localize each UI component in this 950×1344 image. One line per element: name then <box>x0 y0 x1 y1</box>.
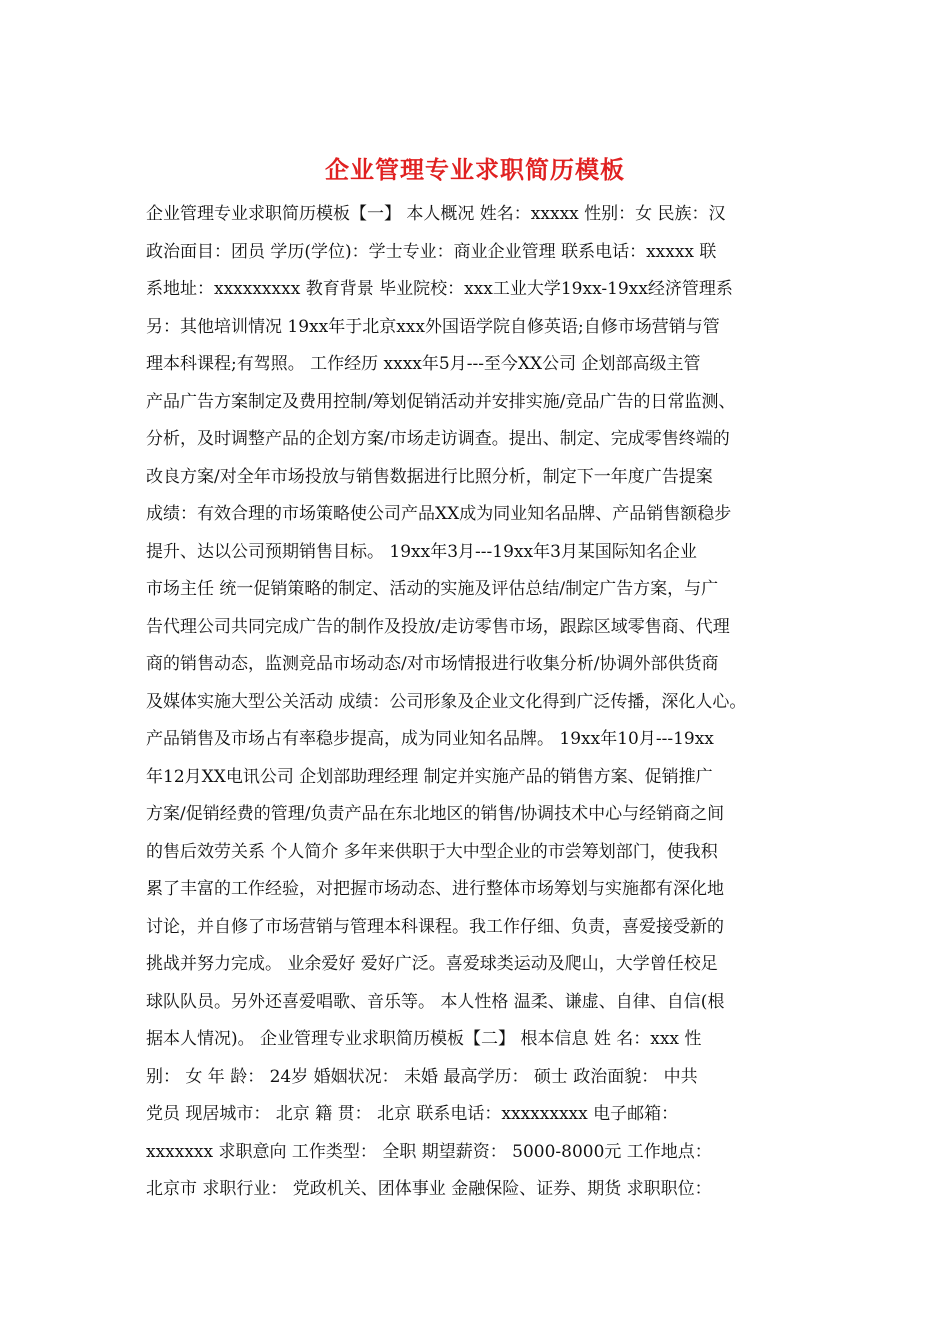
text-line: 累了丰富的工作经验，对把握市场动态、进行整体市场筹划与实施都有深化地 <box>146 879 724 899</box>
text-line: 企业管理专业求职简历模板【一】 本人概况 姓名：xxxxx 性别：女 民族：汉 <box>146 204 726 224</box>
text-line: 讨论，并自修了市场营销与管理本科课程。我工作仔细、负责，喜爱接受新的 <box>146 916 724 937</box>
text-line: 改良方案/对全年市场投放与销售数据进行比照分析，制定下一年度广告提案 <box>146 466 713 487</box>
document-title: 企业管理专业求职简历模板 <box>325 155 625 184</box>
text-line: 别： 女 年 龄： 24岁 婚姻状况： 未婚 最高学历： 硕士 政治面貌： 中共 <box>146 1066 698 1087</box>
text-line: 分析，及时调整产品的企划方案/市场走访调查。提出、制定、完成零售终端的 <box>146 429 730 449</box>
text-line: 政治面目：团员 学历(学位)：学士专业：商业企业管理 联系电话：xxxxx 联 <box>146 241 717 262</box>
text-line: 方案/促销经费的管理/负责产品在东北地区的销售/协调技术中心与经销商之间 <box>146 804 725 824</box>
text-line: 告代理公司共同完成广告的制作及投放/走访零售市场，跟踪区域零售商、代理 <box>146 616 730 637</box>
text-line: 球队队员。另外还喜爱唱歌、音乐等。 本人性格 温柔、谦虚、自律、自信(根 <box>146 991 725 1012</box>
text-line: 理本科课程;有驾照。 工作经历 xxxx年5月---至今XX公司 企划部高级主管 <box>146 354 701 374</box>
text-line: 提升、达以公司预期销售目标。 19xx年3月---19xx年3月某国际知名企业 <box>146 541 697 562</box>
text-line: 系地址：xxxxxxxxx 教育背景 毕业院校：xxx工业大学19xx-19xx经济管理系 <box>146 279 733 299</box>
text-line: 党员 现居城市： 北京 籍 贯： 北京 联系电话：xxxxxxxxx 电子邮箱： <box>146 1104 679 1124</box>
text-line: 及媒体实施大型公关活动 成绩：公司形象及企业文化得到广泛传播，深化人心。 <box>146 691 747 712</box>
text-line: 市场主任 统一促销策略的制定、活动的实施及评估总结/制定广告方案，与广 <box>146 579 719 599</box>
text-line: 另：其他培训情况 19xx年于北京xxx外国语学院自修英语;自修市场营销与管 <box>146 316 720 337</box>
text-line: 商的销售动态，监测竞品市场动态/对市场情报进行收集分析/协调外部供货商 <box>146 654 719 674</box>
text-line: 北京市 求职行业： 党政机关、团体事业 金融保险、证券、期货 求职职位： <box>146 1179 712 1199</box>
text-line: 年12月XX电讯公司 企划部助理经理 制定并实施产品的销售方案、促销推广 <box>146 766 713 787</box>
document-body <box>146 196 826 1209</box>
text-line: 产品广告方案制定及费用控制/筹划促销活动并安排实施/竞品广告的日常监测、 <box>146 391 736 412</box>
text-line: 的售后效劳关系 个人简介 多年来供职于大中型企业的市尝筹划部门，使我积 <box>146 841 718 862</box>
text-line: 据本人情况)。 企业管理专业求职简历模板【二】 根本信息 姓 名：xxx 性 <box>146 1029 702 1049</box>
text-line: 成绩：有效合理的市场策略使公司产品XX成为同业知名品牌、产品销售额稳步 <box>146 504 732 524</box>
text-line: 产品销售及市场占有率稳步提高，成为同业知名品牌。 19xx年10月---19xx <box>146 729 714 749</box>
text-line: xxxxxxx 求职意向 工作类型： 全职 期望薪资： 5000-8000元 工作地点： <box>146 1141 712 1162</box>
text-line: 挑战并努力完成。 业余爱好 爱好广泛。喜爱球类运动及爬山，大学曾任校足 <box>146 954 718 974</box>
